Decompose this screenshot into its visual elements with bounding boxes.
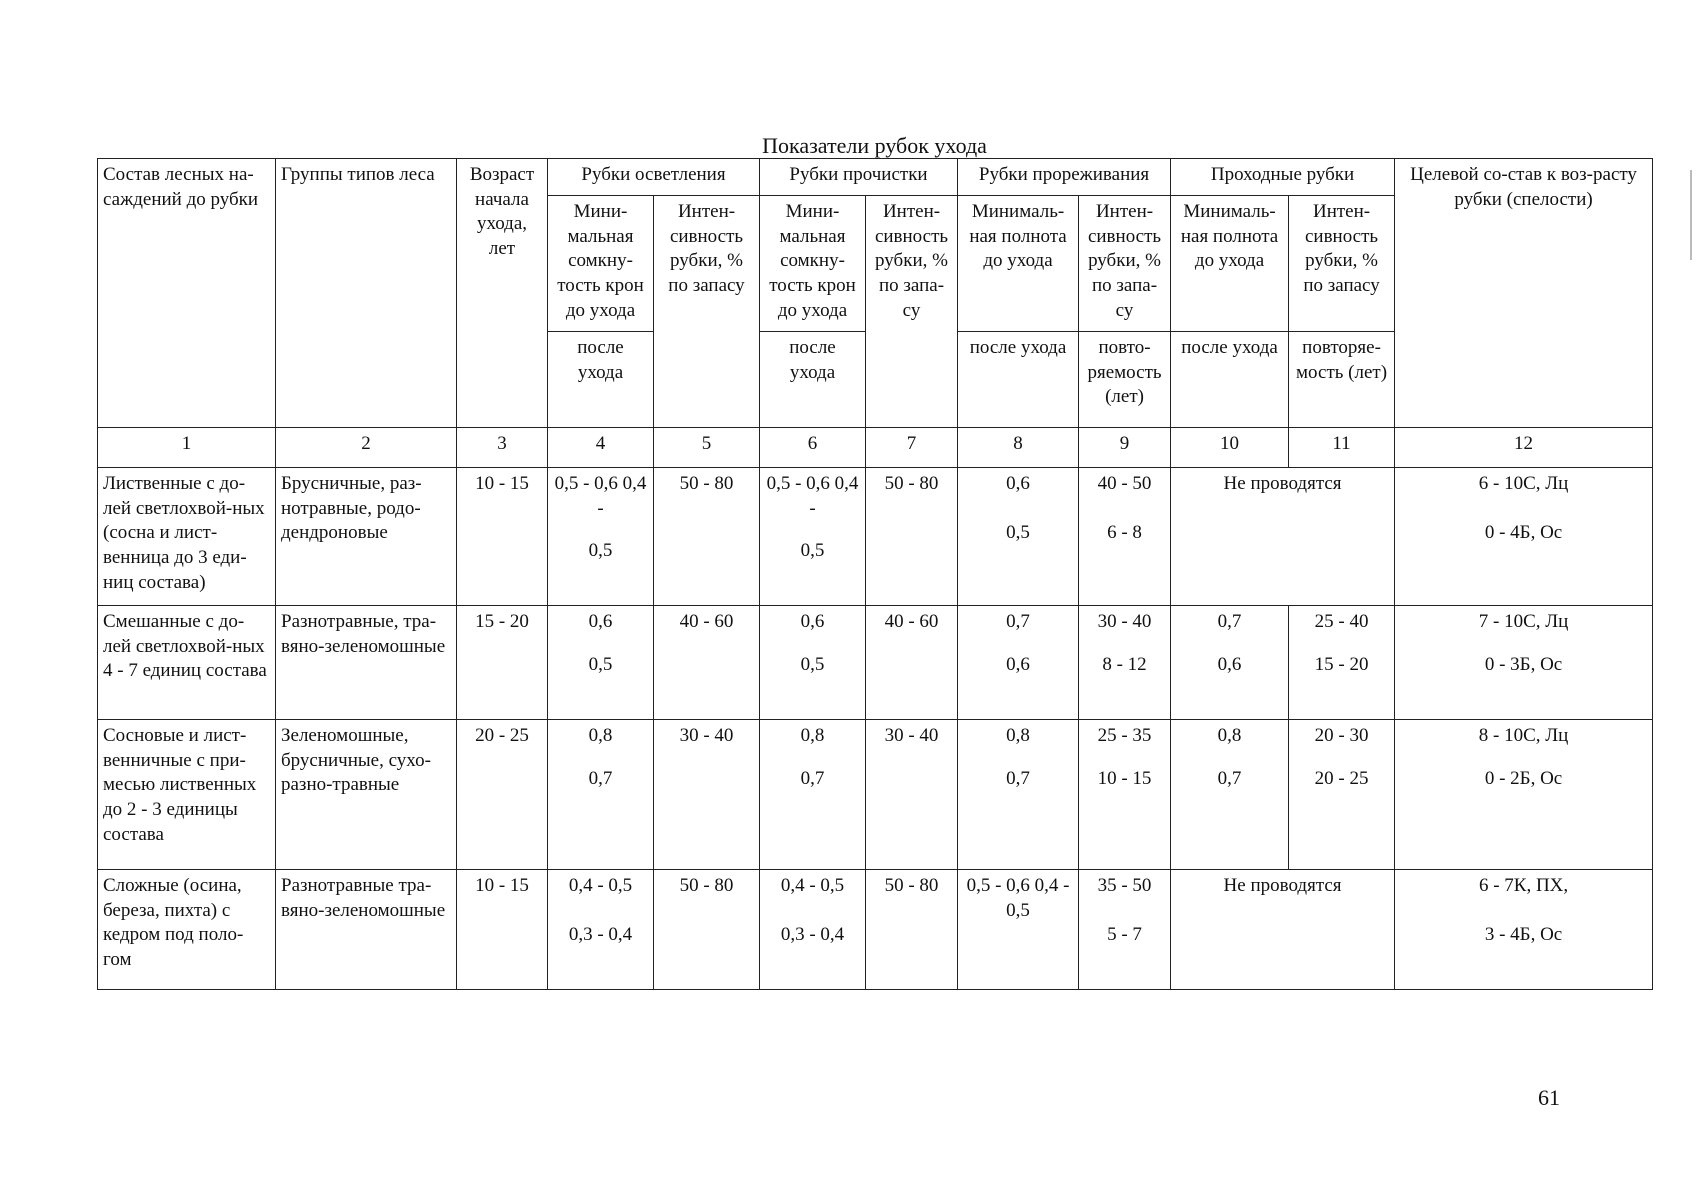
value-intensity: 25 - 35 (1097, 725, 1152, 746)
value-before: 0,7 (1217, 611, 1242, 632)
value-before: 0,6 (1006, 473, 1030, 494)
header-forest-groups: Группы типов леса (276, 159, 457, 428)
column-number: 3 (457, 428, 548, 468)
table-row (98, 606, 1653, 720)
target-deciduous: 0 - 4Б, Ос (1484, 521, 1563, 543)
value-repeat: 10 - 15 (1097, 767, 1152, 789)
value-before: 0,8 (1006, 725, 1030, 746)
age-cell: 20 - 25 (457, 720, 548, 870)
value-after: 0,6 (1217, 653, 1242, 675)
header-composition: Состав лесных на-саждений до рубки (98, 159, 276, 428)
value-after: 0,5 (800, 540, 825, 562)
lightening-min-cell (548, 720, 654, 870)
lightening-min-cell (548, 870, 654, 990)
column-number: 6 (760, 428, 866, 468)
value-before: 0,5 - 0,6 0,4 - (966, 875, 1070, 896)
value-repeat: 8 - 12 (1102, 653, 1147, 675)
age-cell: 15 - 20 (457, 606, 548, 720)
target-composition-cell (1395, 720, 1653, 870)
header-passage-repeat: повторяе-мость (лет) (1289, 332, 1395, 428)
value-repeat: 5 - 7 (1107, 923, 1142, 945)
value-before: 0,5 - 0,6 0,4 - (766, 473, 859, 519)
target-composition-cell (1395, 606, 1653, 720)
value-after: 0,3 - 0,4 (568, 923, 633, 945)
forest-groups-cell: Разнотравные тра-вяно-зеленомошные (276, 870, 457, 990)
lightening-min-cell (548, 606, 654, 720)
header-cleaning-min-closure: Мини-мальная сомкну-тость крон до ухода (760, 196, 866, 332)
target-deciduous: 3 - 4Б, Ос (1484, 923, 1563, 945)
thinning-intensity-cell (1079, 606, 1171, 720)
header-cleaning-intensity: Интен-сивность рубки, % по запа-су (866, 196, 958, 428)
thinning-density-cell (958, 606, 1079, 720)
passage-not-conducted-cell: Не проводятся (1171, 870, 1395, 990)
target-composition-cell (1395, 468, 1653, 606)
value-repeat: 6 - 8 (1107, 521, 1142, 543)
value-repeat: 20 - 25 (1314, 767, 1369, 789)
column-number: 5 (654, 428, 760, 468)
header-lightening-felling: Рубки осветления (548, 159, 760, 196)
header-cleaning-felling: Рубки прочистки (760, 159, 958, 196)
value-intensity: 35 - 50 (1097, 875, 1152, 896)
value-after: 0,7 (1217, 767, 1242, 789)
value-before: 0,4 - 0,5 (568, 875, 633, 896)
value-intensity: 20 - 30 (1314, 725, 1369, 746)
header-passage-min-density: Минималь-ная полнота до ухода (1171, 196, 1289, 332)
table-row (98, 870, 1653, 990)
value-after: 0,7 (1006, 767, 1030, 789)
column-number: 1 (98, 428, 276, 468)
header-thinning-intensity: Интен-сивность рубки, % по запа-су (1079, 196, 1171, 332)
lightening-intensity-cell: 50 - 80 (654, 870, 760, 990)
thinning-intensity-cell (1079, 468, 1171, 606)
value-before: 0,6 (588, 611, 613, 632)
value-before: 0,8 (588, 725, 613, 746)
forest-groups-cell: Зеленомошные, брусничные, сухо-разно-травные (276, 720, 457, 870)
column-number: 10 (1171, 428, 1289, 468)
care-felling-table (97, 158, 1653, 990)
value-before: 0,6 (800, 611, 825, 632)
target-conifer: 6 - 7К, ПХ, (1478, 875, 1569, 896)
value-repeat: 15 - 20 (1314, 653, 1369, 675)
header-passage-intensity: Интен-сивность рубки, % по запасу (1289, 196, 1395, 332)
value-after: 0,5 (1006, 899, 1030, 921)
target-conifer: 6 - 10С, Лц (1478, 473, 1569, 494)
value-after: 0,5 (800, 653, 825, 675)
column-number: 7 (866, 428, 958, 468)
cleaning-min-cell (760, 720, 866, 870)
header-thinning-repeat: повто-ряемость (лет) (1079, 332, 1171, 428)
table-row (98, 720, 1653, 870)
column-number: 9 (1079, 428, 1171, 468)
header-lightening-intensity: Интен-сивность рубки, % по запасу (654, 196, 760, 428)
column-number: 2 (276, 428, 457, 468)
header-start-age: Возраст начала ухода, лет (457, 159, 548, 428)
passage-intensity-cell (1289, 606, 1395, 720)
composition-cell: Лиственные с до-лей светлохвой-ных (сосна и лист-венница до 3 еди-ниц состава) (98, 468, 276, 606)
table-row (98, 468, 1653, 606)
header-lightening-after: после ухода (548, 332, 654, 428)
header-passage-after: после ухода (1171, 332, 1289, 428)
column-number: 11 (1289, 428, 1395, 468)
column-number: 4 (548, 428, 654, 468)
lightening-intensity-cell: 50 - 80 (654, 468, 760, 606)
cleaning-min-cell (760, 606, 866, 720)
age-cell: 10 - 15 (457, 870, 548, 990)
column-number-row (98, 428, 1653, 468)
lightening-intensity-cell: 40 - 60 (654, 606, 760, 720)
cleaning-intensity-cell: 50 - 80 (866, 870, 958, 990)
passage-density-cell (1171, 720, 1289, 870)
cleaning-intensity-cell: 50 - 80 (866, 468, 958, 606)
table-caption: Показатели рубок ухода (762, 133, 987, 158)
page-number: 61 (1538, 1085, 1560, 1110)
value-before: 0,4 - 0,5 (780, 875, 845, 896)
thinning-density-cell (958, 720, 1079, 870)
header-row-groups (98, 159, 1653, 196)
forest-groups-cell: Разнотравные, тра-вяно-зеленомошные (276, 606, 457, 720)
age-cell: 10 - 15 (457, 468, 548, 606)
target-deciduous: 0 - 3Б, Ос (1484, 653, 1563, 675)
passage-not-conducted-cell: Не проводятся (1171, 468, 1395, 606)
composition-cell: Сосновые и лист-венничные с при-месью лиственных до 2 - 3 единицы состава (98, 720, 276, 870)
lightening-intensity-cell: 30 - 40 (654, 720, 760, 870)
header-thinning-after: после ухода (958, 332, 1079, 428)
header-cleaning-after: после ухода (760, 332, 866, 428)
cleaning-min-cell (760, 870, 866, 990)
value-after: 0,3 - 0,4 (780, 923, 845, 945)
header-thinning-min-density: Минималь-ная полнота до ухода (958, 196, 1079, 332)
thinning-density-cell (958, 468, 1079, 606)
header-passage-felling: Проходные рубки (1171, 159, 1395, 196)
composition-cell: Сложные (осина, береза, пихта) с кедром под поло-гом (98, 870, 276, 990)
value-before: 0,5 - 0,6 0,4 - (554, 473, 647, 519)
target-deciduous: 0 - 2Б, Ос (1484, 767, 1563, 789)
column-number: 12 (1395, 428, 1653, 468)
thinning-intensity-cell (1079, 720, 1171, 870)
value-after: 0,6 (1006, 653, 1030, 675)
cleaning-intensity-cell: 30 - 40 (866, 720, 958, 870)
cleaning-min-cell (760, 468, 866, 606)
value-after: 0,5 (588, 653, 613, 675)
header-lightening-min-closure: Мини-мальная сомкну-тость крон до ухода (548, 196, 654, 332)
value-after: 0,7 (800, 767, 825, 789)
target-conifer: 8 - 10С, Лц (1478, 725, 1569, 746)
value-before: 0,8 (1217, 725, 1242, 746)
scan-edge-mark (1690, 170, 1692, 260)
value-intensity: 30 - 40 (1097, 611, 1152, 632)
passage-density-cell (1171, 606, 1289, 720)
value-before: 0,8 (800, 725, 825, 746)
value-after: 0,5 (1006, 521, 1030, 543)
cleaning-intensity-cell: 40 - 60 (866, 606, 958, 720)
value-after: 0,7 (588, 767, 613, 789)
passage-intensity-cell (1289, 720, 1395, 870)
lightening-min-cell (548, 468, 654, 606)
value-intensity: 40 - 50 (1097, 473, 1152, 494)
column-number: 8 (958, 428, 1079, 468)
value-before: 0,7 (1006, 611, 1030, 632)
forest-groups-cell: Брусничные, раз-нотравные, родо-дендроновые (276, 468, 457, 606)
value-after: 0,5 (588, 540, 613, 562)
header-thinning-felling: Рубки прореживания (958, 159, 1171, 196)
thinning-density-cell (958, 870, 1079, 990)
value-intensity: 25 - 40 (1314, 611, 1369, 632)
composition-cell: Смешанные с до-лей светлохвой-ных 4 - 7 единиц состава (98, 606, 276, 720)
target-composition-cell (1395, 870, 1653, 990)
thinning-intensity-cell (1079, 870, 1171, 990)
header-target-composition: Целевой со-став к воз-расту рубки (спелости) (1395, 159, 1653, 428)
target-conifer: 7 - 10С, Лц (1478, 611, 1569, 632)
